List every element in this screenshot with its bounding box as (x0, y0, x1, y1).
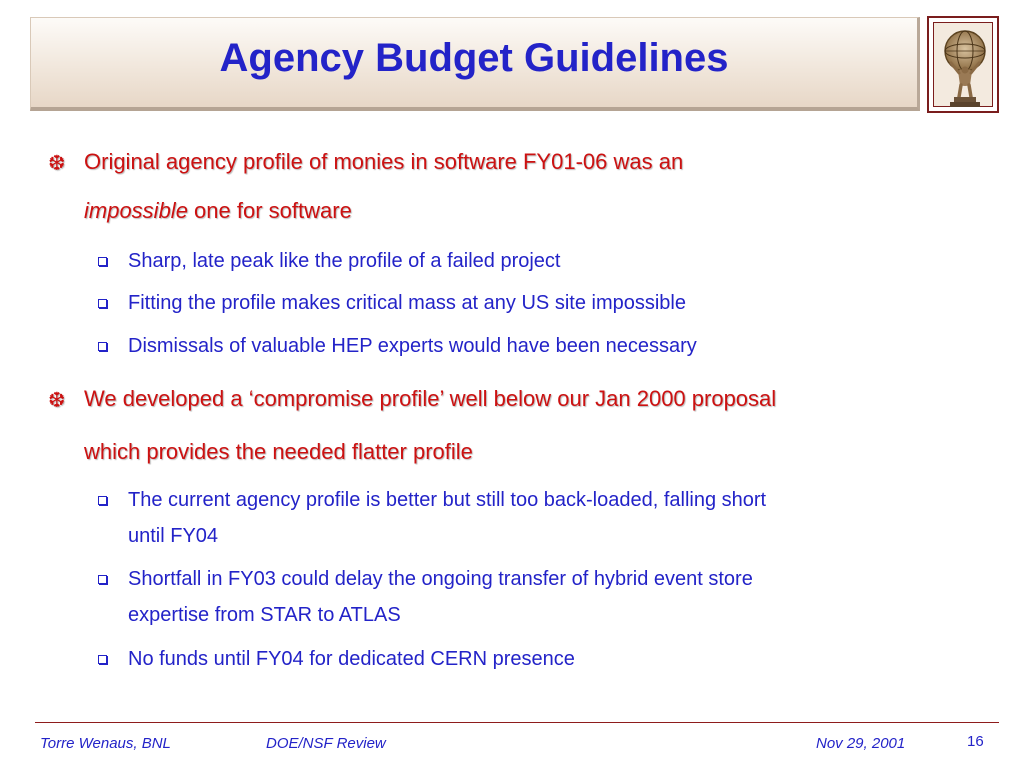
logo-panel (933, 22, 993, 107)
square-bullet-icon (98, 299, 107, 308)
snowflake-bullet-icon: ❆ (48, 152, 66, 175)
bullet-2-line-2: which provides the needed flatter profile (84, 439, 473, 464)
sub-bullet-2-3: No funds until FY04 for dedicated CERN presence (128, 648, 575, 670)
sub-bullet-2-2-a: Shortfall in FY03 could delay the ongoing transfer of hybrid event store (128, 568, 753, 590)
sub-bullet-1-3: Dismissals of valuable HEP experts would have been necessary (128, 335, 697, 357)
snowflake-bullet-icon: ❆ (48, 389, 66, 412)
footer-rule (35, 722, 999, 723)
bullet-2-line-1: We developed a ‘compromise profile’ well below our Jan 2000 proposal (84, 386, 777, 411)
bullet-1-line-2 (84, 188, 352, 234)
sub-bullet-2-1-b: until FY04 (128, 525, 219, 547)
footer-date: Nov 29, 2001 (816, 735, 906, 752)
square-bullet-icon (98, 655, 107, 664)
bullet-1-line-2-rest: one for software (187, 198, 352, 223)
title-banner (30, 17, 920, 111)
page-number: 16 (967, 733, 984, 750)
square-bullet-icon (98, 342, 107, 351)
footer-author: Torre Wenaus, BNL (40, 735, 171, 752)
square-bullet-icon (98, 257, 107, 266)
footer-event: DOE/NSF Review (266, 735, 386, 752)
square-bullet-icon (98, 575, 107, 584)
atlas-logo (927, 16, 999, 113)
sub-bullet-1-1: Sharp, late peak like the profile of a failed project (128, 250, 561, 272)
emphasis-impossible: impossible (84, 198, 188, 223)
page-title: Agency Budget Guidelines (219, 36, 729, 80)
sub-bullet-2-1-a: The current agency profile is better but still too back-loaded, falling short (128, 489, 767, 511)
atlas-statue-icon (934, 23, 996, 110)
bullet-1-line-1: Original agency profile of monies in software FY01-06 was an (84, 149, 684, 174)
square-bullet-icon (98, 496, 107, 505)
sub-bullet-2-2-b: expertise from STAR to ATLAS (128, 604, 401, 626)
sub-bullet-1-2: Fitting the profile makes critical mass at any US site impossible (128, 292, 686, 314)
